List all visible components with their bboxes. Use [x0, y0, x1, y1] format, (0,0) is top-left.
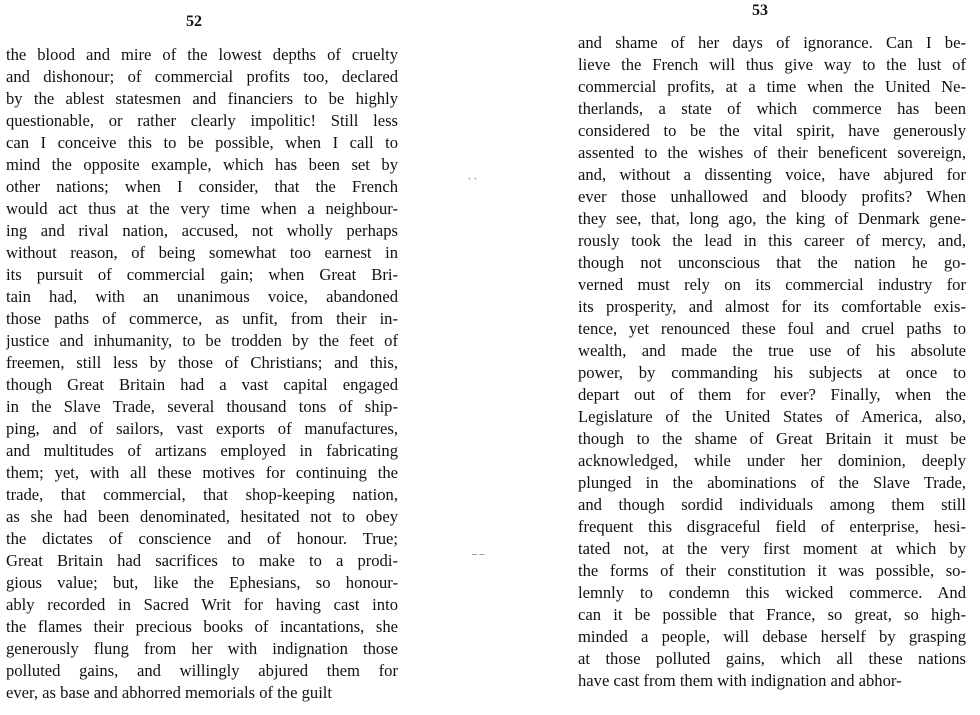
text-line: therlands, a state of which commerce has been [578, 99, 966, 118]
text-line: Great Britain had sacrifices to make to a prodi- [6, 551, 398, 570]
text-line: lemnly to condemn this wicked commerce. And [578, 583, 966, 602]
text-line: wealth, and made the true use of his absolute [578, 341, 966, 360]
text-line: verned must rely on its commercial industry for [578, 275, 966, 294]
text-line: without reason, of being somewhat too earnest in [6, 243, 398, 262]
text-line: plunged in the abominations of the Slave Trade, [578, 473, 966, 492]
text-line: its prosperity, and almost for its comfortable exis- [578, 297, 966, 316]
text-line: have cast from them with indignation and abhor- [578, 671, 902, 690]
text-line: though not unconscious that the nation he go- [578, 253, 966, 272]
text-line: assented to the wishes of their beneficent sovereign, [578, 143, 966, 162]
text-line: and multitudes of artizans employed in fabricating [6, 441, 398, 460]
text-line: trade, that commercial, that shop-keeping nation, [6, 485, 398, 504]
text-line: the blood and mire of the lowest depths of cruelty [6, 45, 398, 64]
text-line: depart out of them for ever? Finally, when the [578, 385, 966, 404]
text-line: those paths of commerce, as unfit, from their in- [6, 309, 398, 328]
text-line: ping, and of sailors, vast exports of manufactures, [6, 419, 398, 438]
text-line: them; yet, with all these motives for continuing the [6, 463, 398, 482]
text-line: ably recorded in Sacred Writ for having cast into [6, 595, 398, 614]
text-line: can I conceive this to be possible, when I call to [6, 133, 398, 152]
text-line: frequent this disgraceful field of enterprise, hesi- [578, 517, 966, 536]
text-line: Legislature of the United States of America, also, [578, 407, 966, 426]
text-line: the flames their precious books of incantations, she [6, 617, 398, 636]
text-line: ever those unhallowed and bloody profits? When [578, 187, 966, 206]
text-line: and dishonour; of commercial profits too, declared [6, 67, 398, 86]
text-line: lieve the French will thus give way to the lust of [578, 55, 966, 74]
gutter-speck: ‒ ‒ [472, 549, 485, 560]
left-page-number: 52 [186, 13, 202, 30]
text-line: freemen, still less by those of Christians; and this, [6, 353, 398, 372]
text-line: gious value; but, like the Ephesians, so honour- [6, 573, 398, 592]
text-line: though to the shame of Great Britain it must be [578, 429, 966, 448]
text-line: polluted gains, and willingly abjured them for [6, 661, 398, 680]
text-line: tated not, at the very first moment at which by [578, 539, 966, 558]
left-page-text [6, 44, 398, 704]
text-line: the dictates of conscience and of honour. True; [6, 529, 398, 548]
text-line: they see, that, long ago, the king of Denmark gene- [578, 209, 966, 228]
text-line: though Great Britain had a vast capital engaged [6, 375, 398, 394]
text-line: other nations; when I consider, that the French [6, 177, 398, 196]
left-page [0, 0, 470, 715]
text-line: generously flung from her with indignation those [6, 639, 398, 658]
text-line: justice and inhumanity, to be trodden by the feet of [6, 331, 398, 350]
text-line: minded a people, will debase herself by grasping [578, 627, 966, 646]
text-line: acknowledged, while under her dominion, deeply [578, 451, 966, 470]
text-line: ing and rival nation, accused, not wholly perhaps [6, 221, 398, 240]
text-line: in the Slave Trade, several thousand tons of ship- [6, 397, 398, 416]
text-line: as she had been denominated, hesitated not to obey [6, 507, 398, 526]
text-line: power, by commanding his subjects at once to [578, 363, 966, 382]
text-line: by the ablest statesmen and financiers to be highly [6, 89, 398, 108]
text-line: questionable, or rather clearly impolitic! Still less [6, 111, 398, 130]
text-line: considered to be the vital spirit, have generously [578, 121, 966, 140]
text-line: and, without a dissenting voice, have abjured for [578, 165, 966, 184]
text-line: tain had, with an unanimous voice, abandoned [6, 287, 398, 306]
text-line: and though sordid individuals among them still [578, 495, 966, 514]
text-line: and shame of her days of ignorance. Can I be- [578, 33, 966, 52]
right-page-text [578, 32, 966, 692]
text-line: would act thus at the very time when a neighbour- [6, 199, 398, 218]
text-line: its pursuit of commercial gain; when Great Bri- [6, 265, 398, 284]
text-line: at those polluted gains, which all these nations [578, 649, 966, 668]
text-line: mind the opposite example, which has been set by [6, 155, 398, 174]
text-line: commercial profits, at a time when the United Ne- [578, 77, 966, 96]
text-line: ever, as base and abhorred memorials of the guilt [6, 683, 333, 702]
text-line: the forms of their constitution it was possible, so- [578, 561, 966, 580]
text-line: tence, yet renounced these foul and cruel paths to [578, 319, 966, 338]
text-line: can it be possible that France, so great, so high- [578, 605, 966, 624]
text-line: rously took the lead in this career of mercy, and, [578, 231, 966, 250]
right-page [490, 0, 980, 715]
right-page-number: 53 [752, 2, 768, 19]
gutter-speck: ˎ ˏ [468, 169, 478, 180]
